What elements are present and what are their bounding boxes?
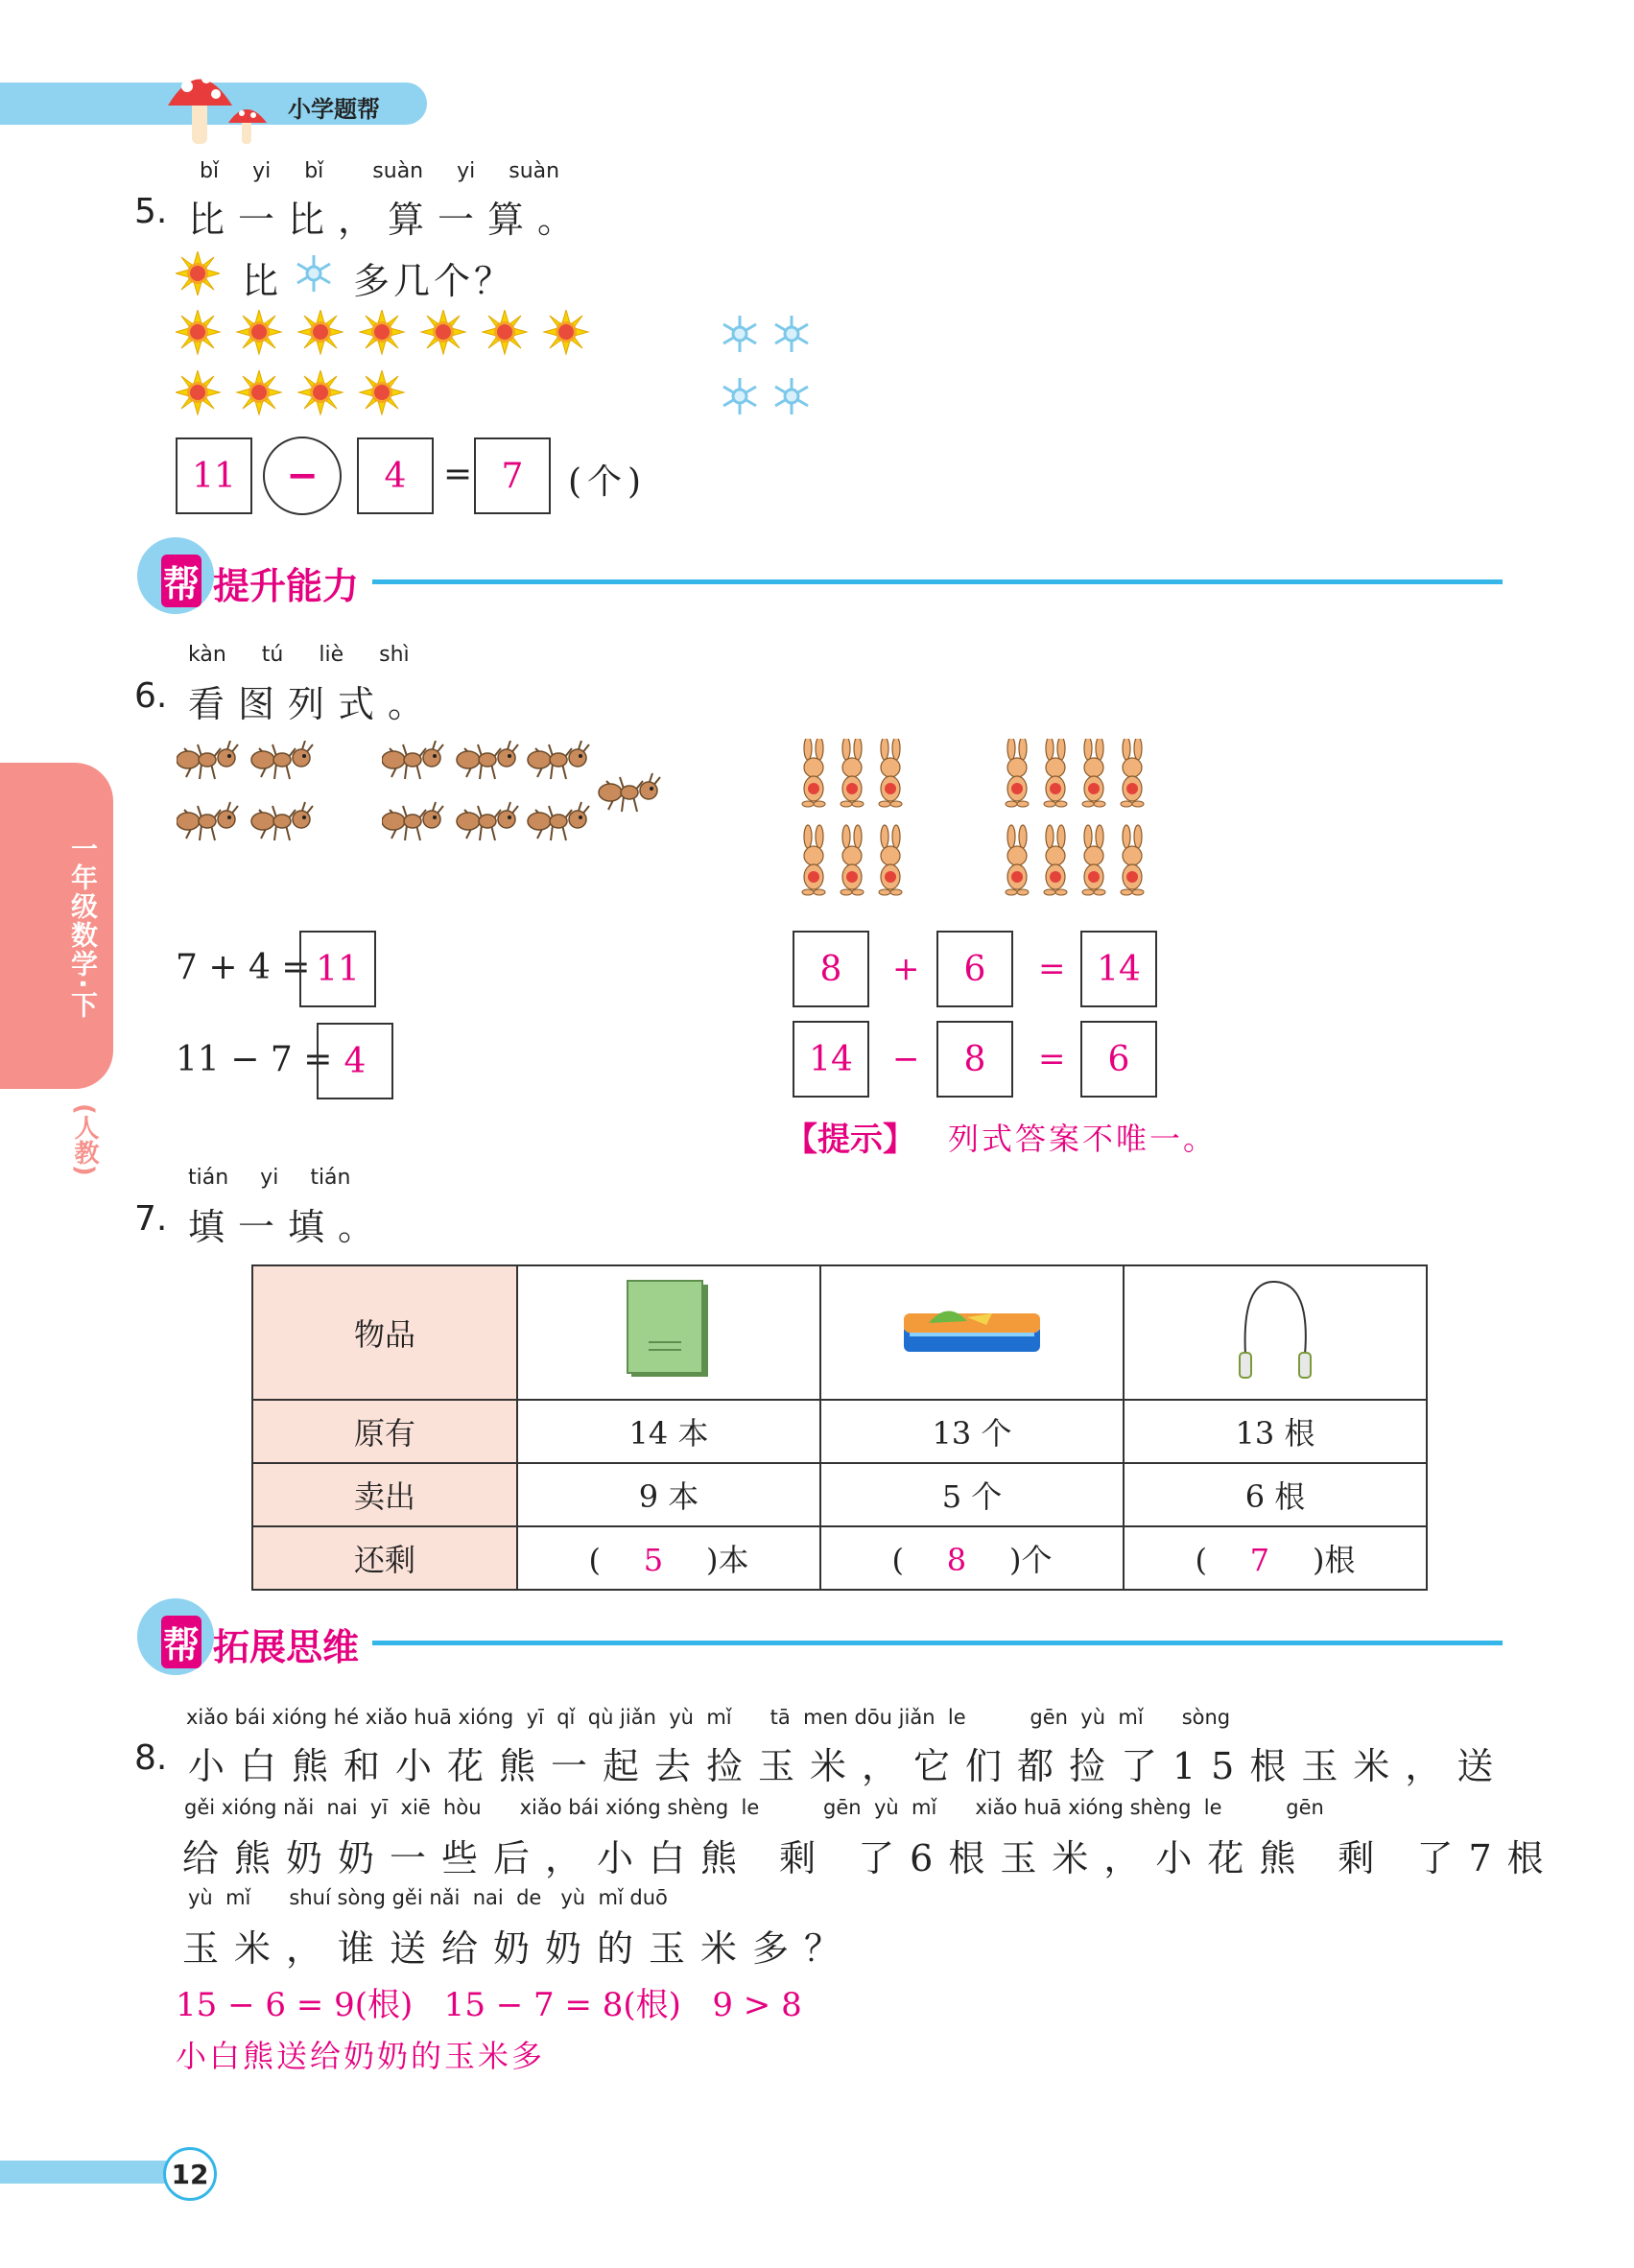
q6-hint-label: 【提示】 [785, 1121, 915, 1159]
q6-left-expr-1: 7 + 4 = [176, 948, 311, 987]
section-divider [372, 1641, 1503, 1645]
q6-right-op-2: − [892, 1040, 920, 1078]
table-head-original: 原有 [252, 1400, 517, 1463]
q5-answer-op[interactable]: − [263, 437, 342, 515]
table-cell-jump-rope [1124, 1265, 1427, 1400]
q8-line-2: 给熊奶奶一些后，小白熊 剩 了6根玉米，小花熊 剩 了7根 [182, 1837, 1559, 1879]
q6-right-eq-2: = [1038, 1040, 1066, 1078]
q5-unit: (个) [568, 462, 648, 502]
q5-answer-a[interactable]: 11 [176, 437, 252, 514]
sun-icon [176, 251, 220, 295]
q6-left-expr-2: 11 − 7 = [176, 1040, 333, 1079]
q6-right-eq-1: = [1038, 950, 1066, 988]
q8-number: 8. [134, 1738, 168, 1778]
section-title-ability: 提升能力 [213, 565, 360, 607]
section-badge: 帮 [161, 1616, 201, 1668]
q6-right-b-1[interactable]: 6 [936, 931, 1013, 1007]
side-tab-label: 一年级数学·下 [67, 835, 99, 1020]
section-title-thinking: 拓展思维 [213, 1626, 360, 1668]
answer-blank[interactable]: 5 [643, 1542, 664, 1578]
q6-right-a-2[interactable]: 14 [793, 1021, 869, 1098]
q5-number: 5. [134, 192, 168, 231]
table-cell: 14 本 [517, 1400, 820, 1463]
table-cell: 13 个 [820, 1400, 1124, 1463]
q8-answer-calc: 15 − 6 = 9(根) 15 − 7 = 8(根) 9 > 8 [176, 1986, 802, 2024]
q6-number: 6. [134, 676, 168, 716]
q8-answer-text: 小白熊送给奶奶的玉米多 [176, 2038, 546, 2074]
snowflake-icon [292, 251, 336, 295]
table-row [252, 1265, 1427, 1400]
table-cell: 5 个 [820, 1463, 1124, 1526]
header-title: 小学题帮 [288, 96, 380, 123]
jump-rope-icon [1222, 1276, 1328, 1382]
snowflake-row-1 [718, 312, 823, 364]
section-badge: 帮 [161, 555, 201, 607]
q6-title: 看图列式。 [188, 683, 438, 725]
table-cell-pencil-box [820, 1265, 1124, 1400]
side-tab-sub: (人教) [70, 1103, 99, 1176]
table-cell: 6 根 [1124, 1463, 1427, 1526]
table-cell-answer: ( 8 )个 [820, 1526, 1124, 1590]
mushroom-icon [163, 58, 278, 149]
table-head-remaining: 还剩 [252, 1526, 517, 1590]
q5-equals: = [443, 455, 473, 494]
q8-pinyin-1: xiǎo bái xióng hé xiǎo huā xióng yī qǐ qù jiǎn yù mǐ tā men dōu jiǎn le gēn yù mǐ sòng [186, 1706, 1231, 1729]
answer-blank[interactable]: 7 [1249, 1542, 1270, 1578]
table-cell-answer: ( 7 )根 [1124, 1526, 1427, 1590]
q7-pinyin: tián yi tián [188, 1166, 351, 1190]
rabbits-group-right [998, 739, 1171, 915]
pencil-box-icon [900, 1300, 1044, 1358]
q6-right-op-1: + [892, 950, 920, 988]
q6-right-r-1[interactable]: 14 [1080, 931, 1157, 1007]
q6-left-answer-2[interactable]: 4 [317, 1023, 393, 1099]
sun-row-1 [176, 310, 617, 362]
q8-pinyin-3: yù mǐ shuí sòng gěi nǎi nai de yù mǐ duō [188, 1886, 668, 1909]
table-cell-book [517, 1265, 820, 1400]
q5-question: 多几个？ [353, 260, 515, 302]
answer-blank[interactable]: 8 [946, 1542, 967, 1578]
items-table [251, 1264, 1428, 1591]
page-number: 12 [163, 2147, 217, 2201]
q8-line-3: 玉米，谁送给奶奶的玉米多？ [182, 1927, 857, 1970]
table-row [252, 1400, 1427, 1463]
rabbits-group-left [794, 739, 929, 915]
section-divider [372, 579, 1503, 584]
q6-right-b-2[interactable]: 8 [936, 1021, 1013, 1098]
q5-pinyin: bǐ yi bǐ suàn yi suàn [200, 159, 560, 183]
q8-pinyin-2: gěi xióng nǎi nai yī xiē hòu xiǎo bái xióng shèng le gēn yù mǐ xiǎo huā xióng shèng le gēn [184, 1796, 1324, 1819]
table-cell: 13 根 [1124, 1400, 1427, 1463]
q6-pinyin: kàn tú liè shì [188, 643, 410, 667]
q5-answer-b[interactable]: 4 [357, 437, 434, 514]
table-head-sold: 卖出 [252, 1463, 517, 1526]
q7-title: 填一填。 [188, 1206, 389, 1248]
q6-right-r-2[interactable]: 6 [1080, 1021, 1157, 1098]
q5-title: 比一比，算一算。 [188, 199, 588, 241]
sun-row-2 [176, 370, 425, 422]
table-cell: 9 本 [517, 1463, 820, 1526]
q8-line-1: 小白熊和小花熊一起去捡玉米，它们都捡了15根玉米，送 [188, 1745, 1509, 1787]
q5-compare-text: 比 [242, 260, 293, 302]
snowflake-row-2 [718, 374, 823, 426]
table-cell-answer: ( 5 )本 [517, 1526, 820, 1590]
q5-answer-result[interactable]: 7 [474, 437, 551, 514]
q7-number: 7. [134, 1199, 168, 1239]
q6-right-a-1[interactable]: 8 [793, 931, 869, 1007]
q6-left-answer-1[interactable]: 11 [299, 931, 376, 1007]
table-head-item: 物品 [252, 1265, 517, 1400]
q6-hint-text: 列式答案不唯一。 [948, 1121, 1218, 1157]
ants-group-left [177, 741, 330, 879]
table-row [252, 1463, 1427, 1526]
book-icon [626, 1279, 712, 1379]
ants-group-right [382, 741, 679, 879]
table-row [252, 1526, 1427, 1590]
